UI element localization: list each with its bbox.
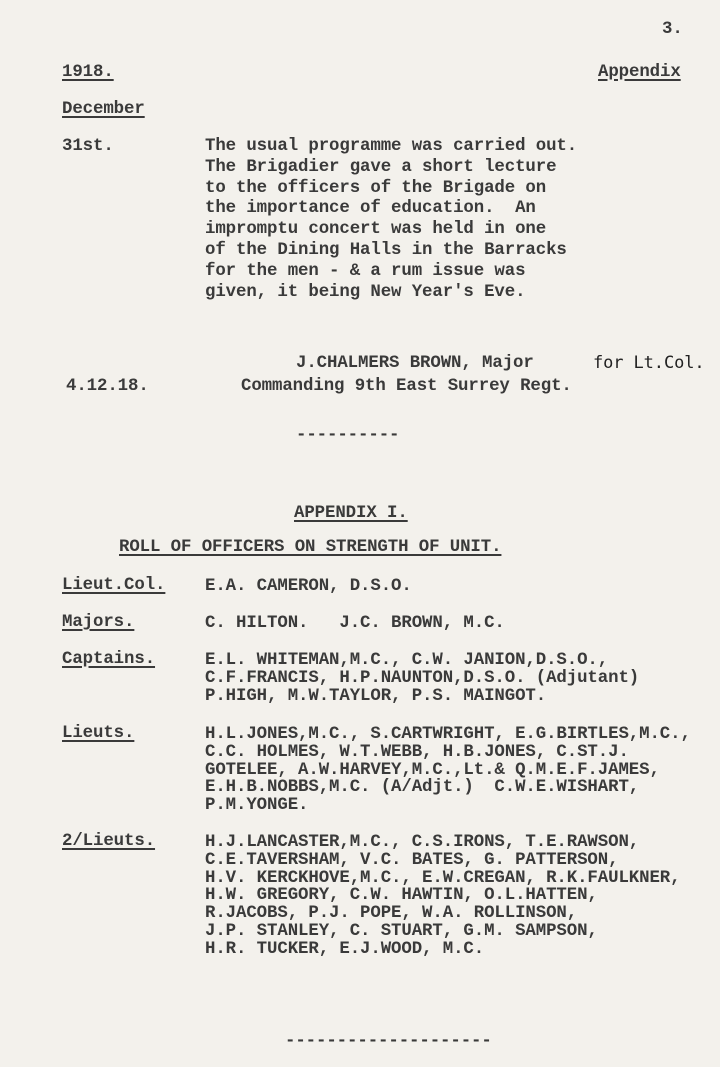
rank-label: Lieuts. xyxy=(62,724,135,743)
rank-label: 2/Lieuts. xyxy=(62,832,156,851)
names-line: H.R. TUCKER, E.J.WOOD, M.C. xyxy=(205,939,485,959)
names-line: R.JACOBS, P.J. POPE, W.A. ROLLINSON, xyxy=(205,904,578,924)
entry-line: The usual programme was carried out. xyxy=(205,137,578,156)
rank-names xyxy=(205,652,639,705)
separator: -------------------- xyxy=(285,1032,492,1051)
rank-names xyxy=(205,726,691,815)
names-line: P.HIGH, M.W.TAYLOR, P.S. MAINGOT. xyxy=(205,686,547,706)
names-line: E.A. CAMERON, D.S.O. xyxy=(205,577,412,596)
signature-title: Commanding 9th East Surrey Regt. xyxy=(241,377,572,396)
entry-line: for the men - & a rum issue was xyxy=(205,261,526,281)
month: December xyxy=(62,100,145,119)
entry-text xyxy=(205,137,577,303)
signature-name: J.CHALMERS BROWN, Major xyxy=(296,354,534,373)
signature-date: 4.12.18. xyxy=(66,377,149,396)
entry-line: of the Dining Halls in the Barracks xyxy=(205,240,567,260)
signature-annotation: for Lt.Col. xyxy=(593,353,705,373)
names-line: E.L. WHITEMAN,M.C., C.W. JANION,D.S.O., xyxy=(205,651,609,670)
names-line: H.J.LANCASTER,M.C., C.S.IRONS, T.E.RAWSON, xyxy=(205,833,640,852)
appendix-heading: APPENDIX I. xyxy=(294,504,408,523)
names-line: C.C. HOLMES, W.T.WEBB, H.B.JONES, C.ST.J. xyxy=(205,742,629,762)
year: 1918. xyxy=(62,63,114,82)
entry-date: 31st. xyxy=(62,137,114,156)
rank-names xyxy=(205,615,505,633)
names-line: H.V. KERCKHOVE,M.C., E.W.CREGAN, R.K.FAULKNER, xyxy=(205,868,681,888)
entry-line: The Brigadier gave a short lecture xyxy=(205,157,557,177)
rank-label: Lieut.Col. xyxy=(62,576,166,595)
entry-line: the importance of education. An xyxy=(205,199,536,219)
rank-label: Captains. xyxy=(62,650,156,669)
rank-label: Majors. xyxy=(62,613,135,632)
names-line: P.M.YONGE. xyxy=(205,796,309,816)
names-line: J.P. STANLEY, C. STUART, G.M. SAMPSON, xyxy=(205,921,598,941)
entry-line: impromptu concert was held in one xyxy=(205,220,547,240)
names-line: H.L.JONES,M.C., S.CARTWRIGHT, E.G.BIRTLES,M.C., xyxy=(205,725,691,744)
names-line: C.E.TAVERSHAM, V.C. BATES, G. PATTERSON, xyxy=(205,850,619,870)
separator: ---------- xyxy=(296,426,400,445)
entry-line: to the officers of the Brigade on xyxy=(205,178,547,198)
names-line: C. HILTON. J.C. BROWN, M.C. xyxy=(205,614,505,633)
names-line: GOTELEE, A.W.HARVEY,M.C.,Lt.& Q.M.E.F.JAMES, xyxy=(205,760,660,780)
names-line: H.W. GREGORY, C.W. HAWTIN, O.L.HATTEN, xyxy=(205,886,598,906)
names-line: E.H.B.NOBBS,M.C. (A/Adjt.) C.W.E.WISHART, xyxy=(205,778,640,798)
appendix-subheading: ROLL OF OFFICERS ON STRENGTH OF UNIT. xyxy=(119,538,502,557)
appendix-label: Appendix xyxy=(598,63,681,82)
names-line: C.F.FRANCIS, H.P.NAUNTON,D.S.O. (Adjutant) xyxy=(205,668,640,688)
page-number: 3. xyxy=(662,20,683,39)
entry-line: given, it being New Year's Eve. xyxy=(205,282,526,302)
rank-names xyxy=(205,834,680,959)
rank-names xyxy=(205,578,412,596)
